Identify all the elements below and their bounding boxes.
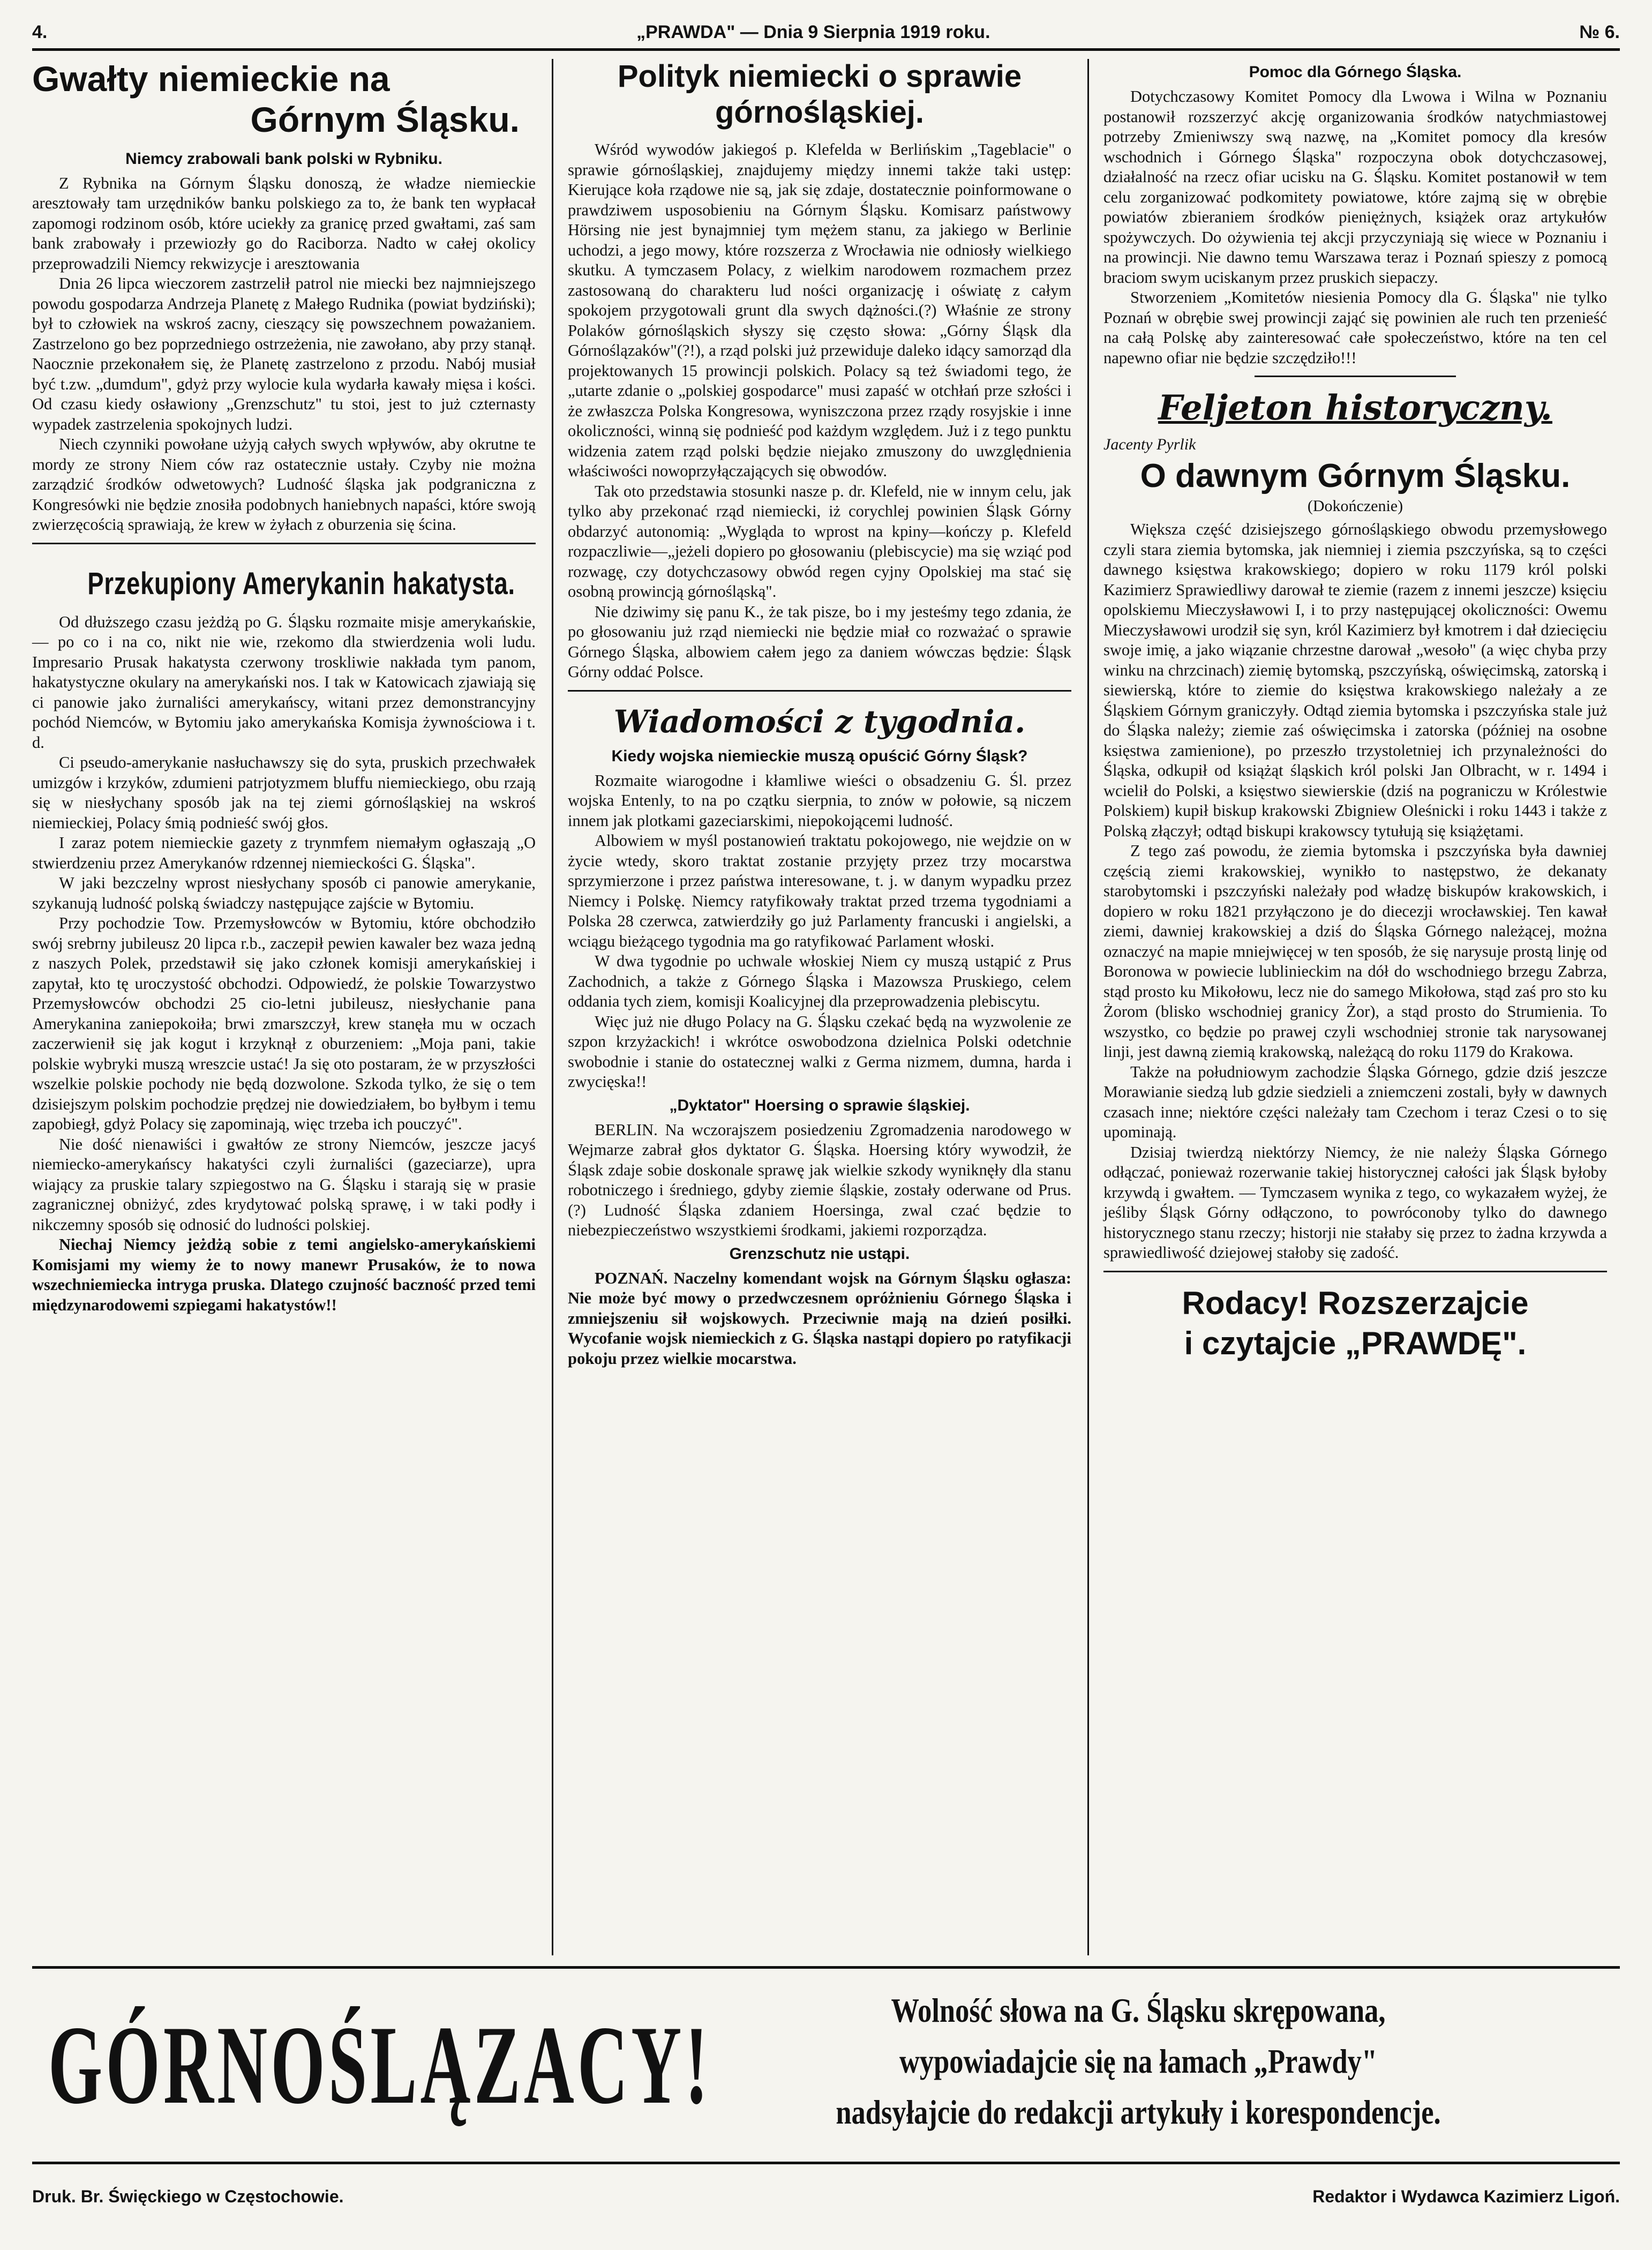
- bottom-advertisement: [32, 1966, 1620, 2164]
- printer-credit: Druk. Br. Święckiego w Częstochowie.: [32, 2186, 344, 2206]
- divider: [1255, 376, 1456, 377]
- paragraph: POZNAŃ. Naczelny komendant wojsk na Górnym Śląsku ogłasza: Nie może być mowy o przedwczesnem opróżnieniu Górnego Śląska i zmniejszeniu sił wojskowych. Przeciwnie mają na dzień posiłki. Wycofanie wojsk niemieckich z G. Śląska nastąpi dopiero po ratyfikacji pokoju przez wielkie mocarstwa.: [568, 1269, 1071, 1368]
- news-subhead: Grenzschutz nie ustąpi.: [729, 1244, 910, 1263]
- paragraph: Większa część dzisiejszego górnośląskiego obwodu przemysłowego czyli stara ziemia bytomska, jak niemniej i ziemia pszczyńska, są to części dawnego księstwa krakowskiego; dopiero w roku 1179 król polski Kazimierz Sprawiedliwy darował te ziemie (razem z innemi jeszcze) księciu opolskiemu Mieczysławowi I, i to przy następującej okoliczności: Owemu Mieczysławowi urodził się syn, król Kazimierz był kmotrem i dał dziecięciu swoje imię, a jako wiązanie chrzestne darował „wesoło" (a więc chyba przy winku na chrzcinach) ziemię bytomską, pszczyńską, oświęcimską, zatorską i siewierską, które to ziemie do księstwa krakowskiego należały a ze Śląskiem Górnym graniczyły. Odtąd ziemia bytomska i pszczyńska stale już do Śląska należy; ziemie zaś oświęcimska i zatorska (później na osobne księstwa zamienione), po przeszło trzystoletniej ich przynależności do Śląska, odkupił od książąt śląskich król polski Jan Olbracht, w r. 1494 i wcielił do Polski, a księstwo siewierskie (dziś na pograniczu w Królestwie Polskiem) kupił biskup krakowski Zbigniew Oleśnicki i roku 1443 i także z Polską złączył; odtąd biskupi krakowscy tytułują się książętami.: [1103, 520, 1607, 840]
- article-headline: Przekupiony Amerykanin hakatysta.: [87, 566, 515, 601]
- paragraph: Ci pseudo-amerykanie nasłuchawszy się do syta, pruskich przechwałek umizgów i krzyków, zdumieni patrjotyzmem bluffu niemieckiego, obu rzają się w niesłychany sposób jak na tej ziemi górnośląskiej na wskroś niemieckiej, Polacy śmią podnieść swój głos.: [32, 753, 536, 832]
- paragraph: W jaki bezczelny wprost niesłychany sposób ci panowie amerykanie, szykanują ludność polską świadczy następujące zajście w Bytomiu.: [32, 874, 536, 912]
- headline-line: Polityk niemiecki o sprawie: [617, 59, 1022, 94]
- paragraph: Albowiem w myśl postanowień traktatu pokojowego, nie wejdzie on w życie wtedy, skoro traktat zostanie przyjęty przez trzy mocarstwa sprzymierzone i przez państwa interesowane, t. j. w danym wypadku przez Niemcy i Polskę. Niemcy ratyfikowały traktat przed trzema tygodniami a Polska 28 czerwca, zatwierdziły go już Parlamenty francuski i angielski, a wciągu bieżącego tygodnia ma go ratyfikować Parlament włoski.: [568, 831, 1071, 950]
- paragraph: Nie dość nienawiści i gwałtów ze strony Niemców, jeszcze jacyś niemiecko-amerykańscy hakatyści czyli żurnaliści (gazeciarze), upra wiający za pruskie talary szpiegostwo na G. Śląsku i starają się w prasie zagranicznej obniżyć, zdes krydytować polską sprawę, i w taki podły i nikczemny sposób się odnosić do ludności polskiej.: [32, 1135, 536, 1234]
- paragraph: Rozmaite wiarogodne i kłamliwe wieści o obsadzeniu G. Śl. przez wojska Entenly, to na po czątku sierpnia, to znów w połowie, są niczem innem jak plotkami gazeciarskimi, niepokojącemi ludność.: [568, 771, 1071, 830]
- paragraph: Od dłuższego czasu jeżdżą po G. Śląsku rozmaite misje amerykańskie, — po co i na co, nikt nie wie, rzekomo dla stwierdzenia woli ludu. Impresario Prusak hakatysta czerwony troskliwie nakłada tym panom, hakatystyczne okulary na amerykański nos. I tak w Katowicach zjawiają się ci panowie jako żurnaliści amerykańscy, witani przez demonstrancyjny pochód Niemców, w Bytomiu jako amerykańska Komisja żywnościowa i t. d.: [32, 612, 536, 752]
- masthead-line: „PRAWDA" — Dnia 9 Sierpnia 1919 roku.: [636, 21, 990, 42]
- headline-line: górnośląskiej.: [715, 94, 925, 130]
- paragraph: Z tego zaś powodu, że ziemia bytomska i pszczyńska była dawniej częścią ziemi krakowskiej, wynikło to następstwo, że dekanaty starobytomski i pszczyński należały pod władzę biskupów krakowskich, i dopiero w roku 1821 przyłączono je do diecezji wrocławskiej. Ten kawał ziemi, dawniej krakowskiej a dziś do Śląska Górnego należącej, można oznaczyć na mapie mniejwięcej w ten sposób, że się narysuje prostą linję od Boronowa w powiecie lublinieckim na dół do wschodniego brzegu Zabrza, stąd prosto ku Mikołowu, lecz nie do samego Mikołowa, stąd zaś pro sto ku Żorom (blisko wschodniej granicy Żor), a stąd prosto do Strumienia. To wszystko, co będzie po prawej czyli wschodniej stronie tak narysowanej linji, jest dawną ziemią krakowską, należącą do roku 1179 do Krakowa.: [1103, 842, 1607, 1061]
- paragraph: Niechaj Niemcy jeżdżą sobie z temi angielsko-amerykańskiemi Komisjami my wiemy że to nowy manewr Prusaków, że to nowa wszechniemiecka intryga pruska. Dlatego czujność baczność przed temi międzynarodowemi szpiegami hakatystów!!: [32, 1235, 536, 1314]
- paragraph: Wśród wywodów jakiegoś p. Klefelda w Berlińskim „Tageblacie" o sprawie górnośląskiej, znajdujemy między innemi także taki ustęp: Kierujące koła rządowe nie są, jak się zdaje, dostatecznie poinformowane o prawdziwem usposobieniu na Górnym Śląsku. Komisarz państwowy Hörsing nie jest bynajmniej tym mężem stanu, za jakiego w Berlinie uchodzi, a jego mowy, które rozszerza z Wrocławia nie odniosły wielkiego skutku. A tymczasem Polacy, z wielkim narodowem rozmachem przez zastosowaną do charakteru lud ności organizację i oświatę z całym spokojem przygotowali grunt dla swych dążności.(?) Właśnie ze strony Polaków górnośląskich słyszy się często słowa: „Górny Śląsk dla Górnoślązaków"(?!), a rząd polski już przewiduje daleko idący samorząd dla projektowanych 15 prowincji polskich. Polacy są też świadomi tego, że „utarte zdanie o „polskiej gospodarce" musi zapaść w otchłań prze szłości i że zwłaszcza Polska Kongresowa, wyniszczona przez rządy rosyjskie i inne okoliczności, winną się podnieść pod każdym względem. Już i z tego punktu widzenia zatem rząd polski będzie niejako zmuszony do uwzględnienia właściwości nowoprzyłączających się obwodów.: [568, 140, 1071, 481]
- article-headline: O dawnym Górnym Śląsku.: [1140, 458, 1571, 494]
- continuation-note: (Dokończenie): [1307, 497, 1403, 515]
- paragraph: Więc już nie długo Polacy na G. Śląsku czekać będą na wyzwolenie ze szpon krzyżackich! i wkrótce oswobodzona dzielnica Polski odetchnie swobodnie i stanie do ostatecznej walki z Germa nizmem, dumna, harda i zwycięska!!: [568, 1012, 1071, 1091]
- divider: [32, 543, 536, 544]
- paragraph: BERLIN. Na wczorajszem posiedzeniu Zgromadzenia narodowego w Wejmarze zabrał głos dyktator G. Śląska. Hoersing który wywodził, że Śląsk zdaje sobie doskonale sprawę jak wielkie szkody wyniknęły dla stanu robotniczego i średniego, gdyby ziemie śląskie, zostały oderwane od Prus. (?) Ludność Śląska zdaniem Hoersinga, zwal czać będzie to niebezpieczeństwo wszystkiemi środkami, jakiemi rozporządza.: [568, 1120, 1071, 1240]
- article-headline: [568, 59, 1071, 130]
- paragraph: Dotychczasowy Komitet Pomocy dla Lwowa i Wilna w Poznaniu postanowił rozszerzyć akcję organizowania środków natychmiastowej potrzeby Zmieniwszy swą nazwę, na „Komitet pomocy dla kresów wschodnich i Górnego Śląska" rozpoczyna obok dotychczasowej, działalność na rzecz ofiar ucisku na G. Śląsku. Komitet postanowił w tem celu zorganizować podkomitety powiatowe, które zajmą się w obrębie powiatów zbieraniem środków pieniężnych, książek oraz artykułów spożywczych. Do ożywienia tej akcji przyczyniają się wiece w Poznaniu i na prowincji. Nie dawno temu Warszawa teraz i Poznań spieszy z pomocą braciom swym uciskanym przez pruskich siepaczy.: [1103, 87, 1607, 287]
- page-footer: [32, 2180, 1620, 2212]
- article-subhead: Niemcy zrabowali bank polski w Rybniku.: [125, 149, 442, 168]
- paragraph: Nie dziwimy się panu K., że tak pisze, bo i my jesteśmy tego zdania, że po głosowaniu już rząd niemiecki nie będzie miał co rozważać o sprawie Górnego Śląska, albowiem całem jego za daniem wówczas będzie: Śląsk Górny oddać Polsce.: [568, 602, 1071, 681]
- paragraph: Niech czynniki powołane użyją całych swych wpływów, aby okrutne te mordy ze strony Niem ców raz ostatecznie ustały. Czyby nie można zarządzić środków odwetowych? Ludność śląska jak podgraniczna z Kongresówki nie będzie znosiła podobnych haniebnych napaści, które swoją zwierzęcością sprawiają, że krew w żyłach z oburzenia się ścina.: [32, 435, 536, 534]
- page-number: 4.: [32, 21, 48, 42]
- column-1: [32, 59, 536, 1315]
- paragraph: W dwa tygodnie po uchwale włoskiej Niem cy muszą ustąpić z Prus Zachodnich, a także z Górnego Śląska i Mazowsza Pruskiego, celem oddania tych ziem, komisji Koalicyjnej dla przeprowadzenia plebiscytu.: [568, 952, 1071, 1011]
- column-divider: [552, 59, 553, 1955]
- promo-banner: [1103, 1283, 1607, 1363]
- news-subhead: Kiedy wojska niemieckie muszą opuścić Górny Śląsk?: [611, 747, 1028, 765]
- ad-line: Wolność słowa na G. Śląsku skrępowana,: [891, 1991, 1386, 2029]
- ad-line: nadsyłajcie do redakcji artykuły i korespondencje.: [836, 2093, 1441, 2131]
- paragraph: Dzisiaj twierdzą niektórzy Niemcy, że nie należy Śląska Górnego odłączać, ponieważ rozerwanie takiej historycznej całości jak Śląsk byłoby krzywdą i gwałtem. — Tymczasem wynika z tego, co wykazałem wyżej, że jeśliby Śląsk Górny odłączono, to powróconoby tylko do dawnego historycznego stanu rzeczy; historji nie stałaby się przez to żadna krzywda a sprawiedliwość dziejowej stałoby się zadość.: [1103, 1143, 1607, 1262]
- promo-line: i czytajcie „PRAWDĘ".: [1184, 1325, 1527, 1361]
- issue-number: № 6.: [1579, 21, 1620, 42]
- news-subhead: „Dyktator" Hoersing o sprawie śląskiej.: [669, 1096, 970, 1114]
- ad-headline: GÓRNOŚLĄZACY!: [48, 2003, 712, 2127]
- author-name: Jacenty Pyrlik: [1103, 436, 1196, 453]
- paragraph: Dnia 26 lipca wieczorem zastrzelił patrol nie miecki bez najmniejszego powodu gospodarza Andrzeja Planetę z Małego Rudnika (powiat bydziński); był to człowiek na wskroś zacny, cieszący się powszechnem poważaniem. Zastrzelono go bez poprzedniego ostrzeżenia, nie zawołano, aby przy stanął. Naocznie przekonałem się, że Planetę zastrzelono z przodu. Nabój musiał być t.zw. „dumdum", gdyż przy wylocie kula wydarła kawały mięsa i kości. Od czasu kiedy osławiony „Grenzschutz" tu stoi, jest to już czternasty wypadek zastrzelenia spokojnych ludzi.: [32, 274, 536, 433]
- paragraph: Stworzeniem „Komitetów niesienia Pomocy dla G. Śląska" nie tylko Poznań w obrębie swej prowincji zająć się powinien ale ruch ten przenieść na całą Polskę aby zainteresować całe społeczeństwo, które na ten cel napewno ofiar nie będzie szczędziło!!!: [1103, 288, 1607, 367]
- page-header: [32, 16, 1620, 51]
- article-headline: Wiadomości z tygodnia.: [613, 703, 1026, 740]
- article-headline: [32, 59, 536, 140]
- headline-line: Gwałty niemieckie na: [32, 59, 390, 99]
- promo-line: Rodacy! Rozszerzajcie: [1182, 1285, 1529, 1321]
- paragraph: I zaraz potem niemieckie gazety z trynmfem niemałym ogłaszają „O stwierdzeniu przez Amerykanów rdzennej niemieckości G. Śląska".: [32, 834, 536, 872]
- divider: [1103, 1271, 1607, 1272]
- column-divider: [1087, 59, 1089, 1955]
- section-title: Feljeton historyczny.: [1158, 388, 1552, 428]
- newspaper-page: [32, 16, 1620, 2234]
- column-3: [1103, 59, 1607, 1363]
- paragraph: Przy pochodzie Tow. Przemysłowców w Bytomiu, które obchodziło swój srebrny jubileusz 20 lipca r.b., zaczepił pewien kawaler bez waza jedną z naszych Polek, przedstawił się jako członek komisji amerykańskiej i zapytał, kto tę uroczystość obchodzi. Odpowiedź, że polskie Towarzystwo Przemysłowców obchodzi 25 cio-letni jubileusz, niesłychanie pana Amerykanina zaniepokoiła; brwi zmarszczył, krew stanęła mu w oczach zaczerwienił się jak kogut i krzyknął z oburzeniem: „Moja pani, takie polskie wybryki muszą wreszcie ustać! Ja się oto postaram, że w przyszłości wszelkie polskie pochody nie będą dozwolone. Szkoda tylko, że się o tem dzisiejszym polskim pochodzie prędzej nie dowiedziałem, bo byłbym i temu zapobiegł, gdyż Polacy się zapominają, więc trzeba ich pouczyć".: [32, 914, 536, 1134]
- editor-credit: Redaktor i Wydawca Kazimierz Ligoń.: [1312, 2186, 1620, 2206]
- article-subhead: Pomoc dla Górnego Śląska.: [1249, 63, 1462, 81]
- divider: [568, 690, 1071, 692]
- ad-text: [809, 1985, 1468, 2138]
- ad-line: wypowiadajcie się na łamach „Prawdy": [899, 2042, 1378, 2080]
- paragraph: Tak oto przedstawia stosunki nasze p. dr. Klefeld, nie w innym celu, jak tylko aby przekonać rząd niemiecki, iż corychlej powinien Śląsk Górny obdarzyć autonomią: „Wygląda to wprost na kpiny—kończy p. Klefeld rozpaczliwie—„jeżeli dopiero po głosowaniu (plebiscycie) ma się wziąć pod rozwagę, czy dotychczasowy obwód regen cyjny Opolskiej ma stać się osobną prowincją górnośląską".: [568, 482, 1071, 601]
- column-2: [568, 59, 1071, 1369]
- paragraph: Także na południowym zachodzie Śląska Górnego, gdzie dziś jeszcze Morawianie siedzą lub gdzie siedzieli a zniemczeni zostali, były w dawnych czasach inne; niektóre części należały tam Czechom i teraz Czesi o to się upominają.: [1103, 1062, 1607, 1142]
- headline-line: Górnym Śląsku.: [250, 99, 520, 139]
- paragraph: Z Rybnika na Górnym Śląsku donoszą, że władze niemieckie aresztowały tam urzędników banku polskiego za to, że bank ten wypłacał zapomogi rodzinom osób, które uciekły za granicę przed gwałtami, zaś sam bank zrabowały i przewiozły go do Raciborza. Nadto w całej okolicy przeprowadzili Niemcy rekwizycje i aresztowania: [32, 174, 536, 273]
